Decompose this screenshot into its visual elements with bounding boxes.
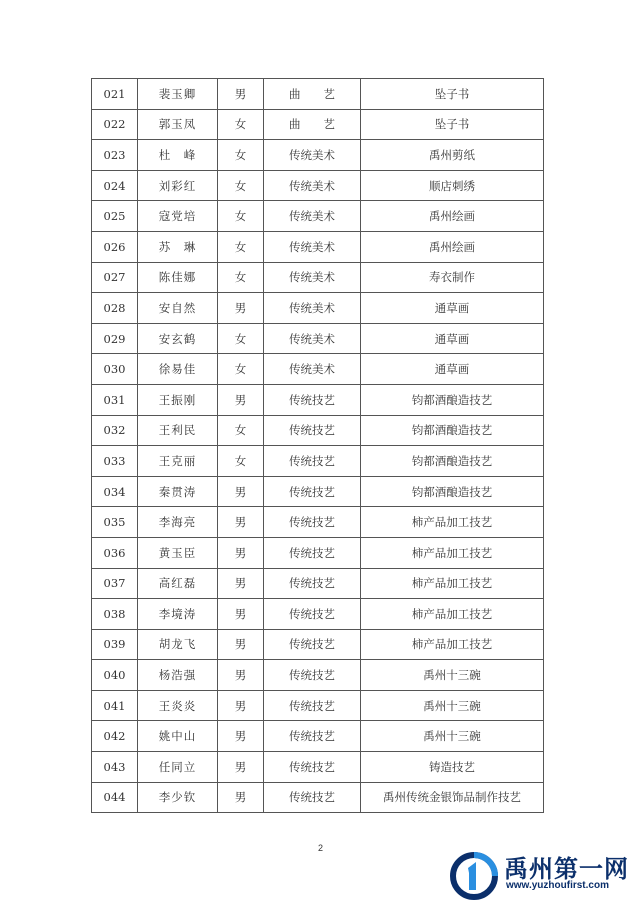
- category-cell: 传统美术: [264, 140, 361, 171]
- table-row: [92, 415, 544, 446]
- category-cell: 传统技艺: [264, 629, 361, 660]
- project-name-cell: 禹州绘画: [361, 201, 544, 232]
- category-cell: 传统美术: [264, 354, 361, 385]
- gender-cell: 女: [218, 415, 264, 446]
- category-cell: 传统美术: [264, 293, 361, 324]
- table-row: [92, 79, 544, 110]
- project-name-cell: 禹州剪纸: [361, 140, 544, 171]
- project-name-cell: 坠子书: [361, 79, 544, 110]
- category-cell: 传统技艺: [264, 476, 361, 507]
- category-cell: 传统技艺: [264, 752, 361, 783]
- category-cell: 传统技艺: [264, 384, 361, 415]
- project-name-cell: 顺店刺绣: [361, 170, 544, 201]
- gender-cell: 男: [218, 660, 264, 691]
- category-cell: 传统技艺: [264, 690, 361, 721]
- inheritor-name-cell: 陈佳娜: [138, 262, 218, 293]
- table-row: [92, 507, 544, 538]
- page-number: 2: [317, 843, 323, 853]
- table-row: [92, 660, 544, 691]
- row-number-cell: 032: [92, 415, 138, 446]
- inheritor-name-cell: 杨浩强: [138, 660, 218, 691]
- gender-cell: 男: [218, 384, 264, 415]
- row-number-cell: 041: [92, 690, 138, 721]
- inheritor-name-cell: 姚中山: [138, 721, 218, 752]
- inheritor-name-cell: 王炎炎: [138, 690, 218, 721]
- inheritor-name-cell: 李少钦: [138, 782, 218, 813]
- project-name-cell: 柿产品加工技艺: [361, 537, 544, 568]
- inheritor-name-cell: 李海亮: [138, 507, 218, 538]
- row-number-cell: 035: [92, 507, 138, 538]
- row-number-cell: 037: [92, 568, 138, 599]
- project-name-cell: 禹州十三碗: [361, 721, 544, 752]
- row-number-cell: 036: [92, 537, 138, 568]
- row-number-cell: 025: [92, 201, 138, 232]
- inheritor-name-cell: 秦贯涛: [138, 476, 218, 507]
- project-name-cell: 通草画: [361, 323, 544, 354]
- category-cell: 传统美术: [264, 231, 361, 262]
- row-number-cell: 038: [92, 599, 138, 630]
- gender-cell: 女: [218, 201, 264, 232]
- gender-cell: 男: [218, 568, 264, 599]
- project-name-cell: 禹州十三碗: [361, 690, 544, 721]
- gender-cell: 女: [218, 170, 264, 201]
- table-row: [92, 109, 544, 140]
- gender-cell: 男: [218, 721, 264, 752]
- inheritor-name-cell: 安玄鹤: [138, 323, 218, 354]
- inheritor-name-cell: 杜 峰: [138, 140, 218, 171]
- table-row: [92, 170, 544, 201]
- inheritor-name-cell: 刘彩红: [138, 170, 218, 201]
- project-name-cell: 柿产品加工技艺: [361, 507, 544, 538]
- gender-cell: 男: [218, 599, 264, 630]
- inheritor-name-cell: 高红磊: [138, 568, 218, 599]
- category-cell: 传统美术: [264, 262, 361, 293]
- table-row: [92, 629, 544, 660]
- gender-cell: 男: [218, 476, 264, 507]
- table-row: [92, 782, 544, 813]
- table-row: [92, 384, 544, 415]
- table-row: [92, 293, 544, 324]
- project-name-cell: 铸造技艺: [361, 752, 544, 783]
- gender-cell: 女: [218, 140, 264, 171]
- inheritor-name-cell: 王利民: [138, 415, 218, 446]
- gender-cell: 女: [218, 323, 264, 354]
- inheritor-name-cell: 李境涛: [138, 599, 218, 630]
- category-cell: 曲 艺: [264, 109, 361, 140]
- inheritor-table: [91, 78, 544, 813]
- table-row: [92, 721, 544, 752]
- inheritor-name-cell: 安自然: [138, 293, 218, 324]
- row-number-cell: 042: [92, 721, 138, 752]
- category-cell: 传统技艺: [264, 782, 361, 813]
- category-cell: 传统技艺: [264, 599, 361, 630]
- gender-cell: 女: [218, 354, 264, 385]
- table-row: [92, 231, 544, 262]
- table-row: [92, 752, 544, 783]
- row-number-cell: 022: [92, 109, 138, 140]
- table-row: [92, 568, 544, 599]
- gender-cell: 男: [218, 752, 264, 783]
- inheritor-name-cell: 胡龙飞: [138, 629, 218, 660]
- category-cell: 传统技艺: [264, 660, 361, 691]
- row-number-cell: 028: [92, 293, 138, 324]
- row-number-cell: 030: [92, 354, 138, 385]
- row-number-cell: 044: [92, 782, 138, 813]
- row-number-cell: 031: [92, 384, 138, 415]
- project-name-cell: 柿产品加工技艺: [361, 568, 544, 599]
- project-name-cell: 禹州传统金银饰品制作技艺: [361, 782, 544, 813]
- table-row: [92, 323, 544, 354]
- site-title: 禹州第一网: [504, 855, 629, 883]
- inheritor-name-cell: 寇党培: [138, 201, 218, 232]
- table-row: [92, 690, 544, 721]
- category-cell: 传统技艺: [264, 537, 361, 568]
- row-number-cell: 021: [92, 79, 138, 110]
- row-number-cell: 039: [92, 629, 138, 660]
- table-row: [92, 140, 544, 171]
- gender-cell: 男: [218, 79, 264, 110]
- gender-cell: 男: [218, 782, 264, 813]
- category-cell: 传统美术: [264, 323, 361, 354]
- inheritor-name-cell: 任同立: [138, 752, 218, 783]
- project-name-cell: 禹州绘画: [361, 231, 544, 262]
- category-cell: 传统技艺: [264, 568, 361, 599]
- category-cell: 传统美术: [264, 170, 361, 201]
- category-cell: 曲 艺: [264, 79, 361, 110]
- row-number-cell: 026: [92, 231, 138, 262]
- inheritor-name-cell: 黄玉臣: [138, 537, 218, 568]
- site-watermark: [448, 846, 638, 902]
- site-url: www.yuzhoufirst.com: [506, 880, 609, 891]
- category-cell: 传统技艺: [264, 721, 361, 752]
- project-name-cell: 坠子书: [361, 109, 544, 140]
- project-name-cell: 禹州十三碗: [361, 660, 544, 691]
- inheritor-name-cell: 王克丽: [138, 446, 218, 477]
- project-name-cell: 寿衣制作: [361, 262, 544, 293]
- inheritor-name-cell: 王振刚: [138, 384, 218, 415]
- gender-cell: 女: [218, 262, 264, 293]
- row-number-cell: 043: [92, 752, 138, 783]
- site-logo-icon: [448, 846, 504, 902]
- project-name-cell: 柿产品加工技艺: [361, 629, 544, 660]
- project-name-cell: 钧都酒酿造技艺: [361, 384, 544, 415]
- gender-cell: 女: [218, 109, 264, 140]
- project-name-cell: 通草画: [361, 354, 544, 385]
- category-cell: 传统技艺: [264, 507, 361, 538]
- gender-cell: 男: [218, 537, 264, 568]
- row-number-cell: 040: [92, 660, 138, 691]
- inheritor-name-cell: 郭玉凤: [138, 109, 218, 140]
- gender-cell: 男: [218, 293, 264, 324]
- table-row: [92, 354, 544, 385]
- row-number-cell: 033: [92, 446, 138, 477]
- table-row: [92, 599, 544, 630]
- gender-cell: 男: [218, 690, 264, 721]
- project-name-cell: 通草画: [361, 293, 544, 324]
- project-name-cell: 钧都酒酿造技艺: [361, 415, 544, 446]
- table-row: [92, 476, 544, 507]
- row-number-cell: 034: [92, 476, 138, 507]
- table-body: [92, 79, 544, 813]
- table-row: [92, 201, 544, 232]
- row-number-cell: 029: [92, 323, 138, 354]
- gender-cell: 女: [218, 446, 264, 477]
- gender-cell: 女: [218, 231, 264, 262]
- row-number-cell: 024: [92, 170, 138, 201]
- project-name-cell: 钧都酒酿造技艺: [361, 446, 544, 477]
- gender-cell: 男: [218, 629, 264, 660]
- category-cell: 传统技艺: [264, 446, 361, 477]
- row-number-cell: 023: [92, 140, 138, 171]
- gender-cell: 男: [218, 507, 264, 538]
- inheritor-name-cell: 裴玉卿: [138, 79, 218, 110]
- category-cell: 传统技艺: [264, 415, 361, 446]
- project-name-cell: 钧都酒酿造技艺: [361, 476, 544, 507]
- project-name-cell: 柿产品加工技艺: [361, 599, 544, 630]
- row-number-cell: 027: [92, 262, 138, 293]
- inheritor-name-cell: 徐易佳: [138, 354, 218, 385]
- category-cell: 传统美术: [264, 201, 361, 232]
- inheritor-name-cell: 苏 琳: [138, 231, 218, 262]
- table-row: [92, 537, 544, 568]
- table-row: [92, 262, 544, 293]
- table-row: [92, 446, 544, 477]
